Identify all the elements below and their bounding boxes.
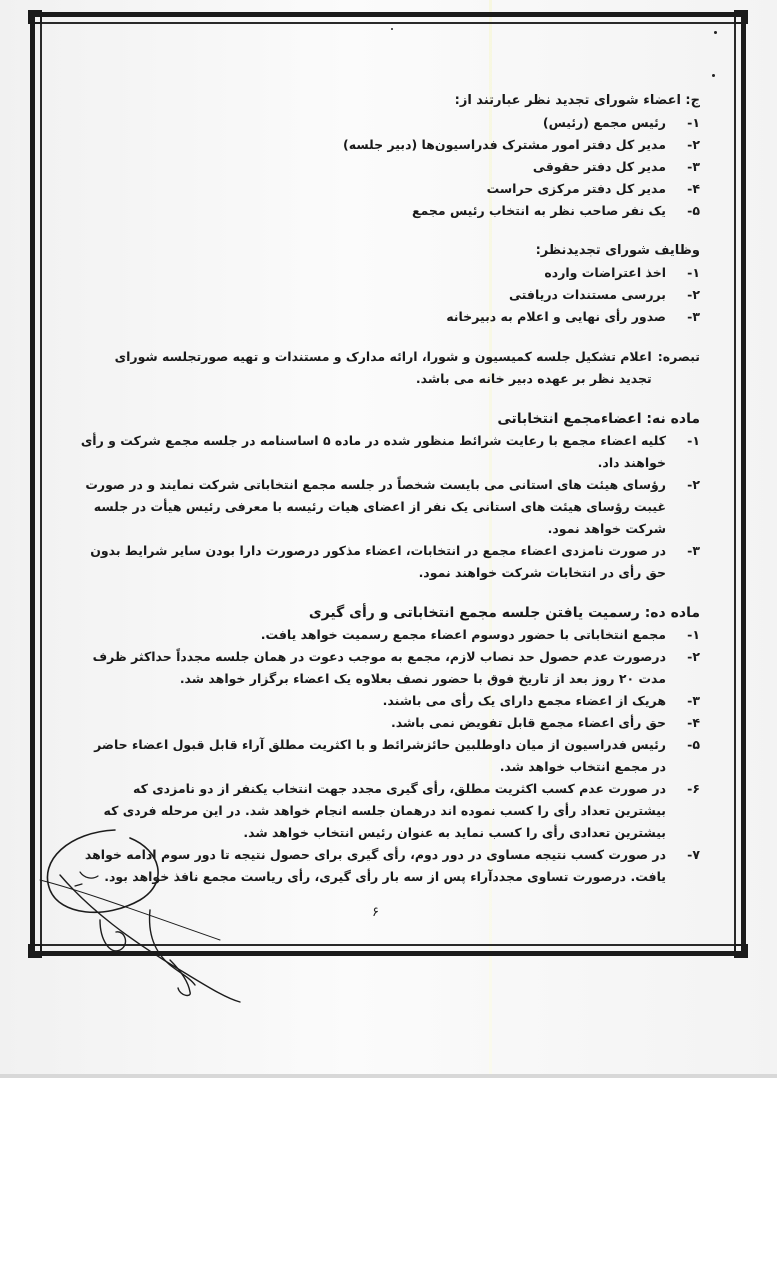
list-item-number: ۵-	[687, 737, 700, 752]
article-9-list	[80, 430, 700, 584]
list-item	[80, 690, 700, 712]
list-item	[80, 734, 700, 778]
list-item-text: در صورت نامزدی اعضاء مجمع در انتخابات، اعضاء مذکور درصورت دارا بودن سایر شرایط بدون حق رأی در انتخابات شرکت خواهند نمود.	[90, 543, 666, 580]
border-corner-ornament	[734, 10, 748, 24]
list-item	[80, 474, 700, 540]
list-item-text: مدیر کل دفتر حقوقی	[532, 159, 666, 174]
list-item	[80, 156, 700, 178]
list-item-text: بررسی مستندات دریافتی	[509, 287, 666, 302]
list-item-number: ۱-	[687, 115, 700, 130]
scan-bottom-edge	[0, 1074, 777, 1078]
section-j-list	[80, 112, 700, 222]
list-item-text: در صورت کسب نتیجه مساوی در دور دوم، رأی گیری برای حصول نتیجه تا دور سوم ادامه خواهد یافت. درصورت تساوی مجددآراء پس از سه بار رأی گیری، رأی ریاست مجمع نافذ خواهد بود.	[84, 847, 666, 884]
list-item-number: ۳-	[687, 543, 700, 558]
section-j-heading: ج: اعضاء شورای تجدید نظر عبارتند از:	[454, 93, 700, 108]
list-item-number: ۲-	[687, 649, 700, 664]
article-9-title: ماده نه: اعضاءمجمع انتخاباتی	[497, 411, 700, 427]
duties-list	[80, 262, 700, 328]
spacer	[80, 584, 700, 602]
list-item-text: رئیس فدراسیون از میان داوطلبین حائزشرائط و با اکثریت مطلق آراء قابل قبول اعضاء حاضر در مجمع انتخاب خواهد شد.	[94, 737, 666, 774]
border-corner-ornament	[734, 944, 748, 958]
list-item-text: مدیر کل دفتر امور مشترک فدراسیون‌ها (دبیر جلسه)	[343, 137, 666, 152]
article-10-title: ماده ده: رسمیت یافتن جلسه مجمع انتخاباتی و رأی گیری	[308, 605, 700, 621]
scan-speck	[712, 74, 715, 77]
list-item-number: ۲-	[687, 137, 700, 152]
list-item-text: هریک از اعضاء مجمع دارای یک رأی می باشند.	[382, 693, 666, 708]
spacer	[80, 222, 700, 240]
list-item-number: ۳-	[687, 309, 700, 324]
list-item-number: ۷-	[687, 847, 700, 862]
list-item	[80, 178, 700, 200]
list-item	[80, 430, 700, 474]
list-item-number: ۳-	[687, 693, 700, 708]
list-item-text: اخذ اعتراضات وارده	[544, 265, 666, 280]
list-item-text: حق رأی اعضاء مجمع قابل تفویض نمی باشد.	[391, 715, 666, 730]
list-item-number: ۲-	[687, 477, 700, 492]
list-item	[80, 112, 700, 134]
list-item	[80, 200, 700, 222]
list-item-number: ۱-	[687, 265, 700, 280]
list-item-text: کلیه اعضاء مجمع با رعایت شرائط منظور شده در ماده ۵ اساسنامه در جلسه مجمع شرکت و رأی خواهند داد.	[80, 433, 666, 470]
list-item-number: ۴-	[687, 715, 700, 730]
list-item-number: ۱-	[687, 627, 700, 642]
list-item	[80, 306, 700, 328]
list-item-number: ۶-	[687, 781, 700, 796]
duties-heading: وظایف شورای تجدیدنظر:	[535, 243, 700, 258]
handwritten-signature	[20, 820, 260, 1020]
list-item	[80, 646, 700, 690]
list-item-number: ۳-	[687, 159, 700, 174]
list-item-text: مجمع انتخاباتی با حضور دوسوم اعضاء مجمع رسمیت خواهد یافت.	[260, 627, 666, 642]
list-item-text: در صورت عدم کسب اکثریت مطلق، رأی گیری مجدد جهت انتخاب یکنفر از دو نامزدی که بیشترین تعداد رأی را کسب نموده اند درهمان جلسه انجام خواهد شد. در این مرحله فردی که بیشترین تعدادی رأی را کسب نماید به عنوان رئیس انتخاب خواهد شد.	[103, 781, 666, 840]
list-item-number: ۴-	[687, 181, 700, 196]
list-item-text: صدور رأی نهایی و اعلام به دبیرخانه	[446, 309, 666, 324]
list-item-number: ۱-	[687, 433, 700, 448]
page-number: ۶	[372, 905, 379, 920]
list-item	[80, 262, 700, 284]
border-corner-ornament	[28, 10, 42, 24]
scan-speck	[714, 31, 717, 34]
scan-speck	[391, 28, 393, 30]
document-body	[80, 90, 700, 888]
note-paragraph	[80, 346, 700, 390]
note-label: تبصره:	[657, 349, 700, 364]
list-item-number: ۲-	[687, 287, 700, 302]
list-item	[80, 624, 700, 646]
list-item	[80, 134, 700, 156]
spacer	[80, 390, 700, 408]
spacer	[80, 328, 700, 346]
list-item	[80, 284, 700, 306]
list-item-text: درصورت عدم حصول حد نصاب لازم، مجمع به موجب دعوت در همان جلسه مجدداً حداکثر ظرف مدت ۲۰ روز بعد از تاریخ فوق با حضور نصف بعلاوه یک اعضاء برگزار خواهد شد.	[92, 649, 666, 686]
list-item	[80, 540, 700, 584]
list-item	[80, 712, 700, 734]
note-text: اعلام تشکیل جلسه کمیسیون و شورا، ارائه مدارک و مستندات و تهیه صورتجلسه شورای تجدید نظر بر عهده دبیر خانه می باشد.	[114, 349, 652, 386]
list-item-text: رئیس مجمع (رئیس)	[542, 115, 666, 130]
list-item-number: ۵-	[687, 203, 700, 218]
list-item-text: رؤسای هیئت های استانی می بایست شخصاً در جلسه مجمع انتخاباتی شرکت نمایند و در صورت غیبت رؤسای هیئت های استانی یک نفر از اعضای هیات رئیسه با معرفی رئیس هیأت در جلسه شرکت خواهد نمود.	[85, 477, 666, 536]
list-item-text: مدیر کل دفتر مرکزی حراست	[486, 181, 666, 196]
list-item-text: یک نفر صاحب نظر به انتخاب رئیس مجمع	[411, 203, 666, 218]
